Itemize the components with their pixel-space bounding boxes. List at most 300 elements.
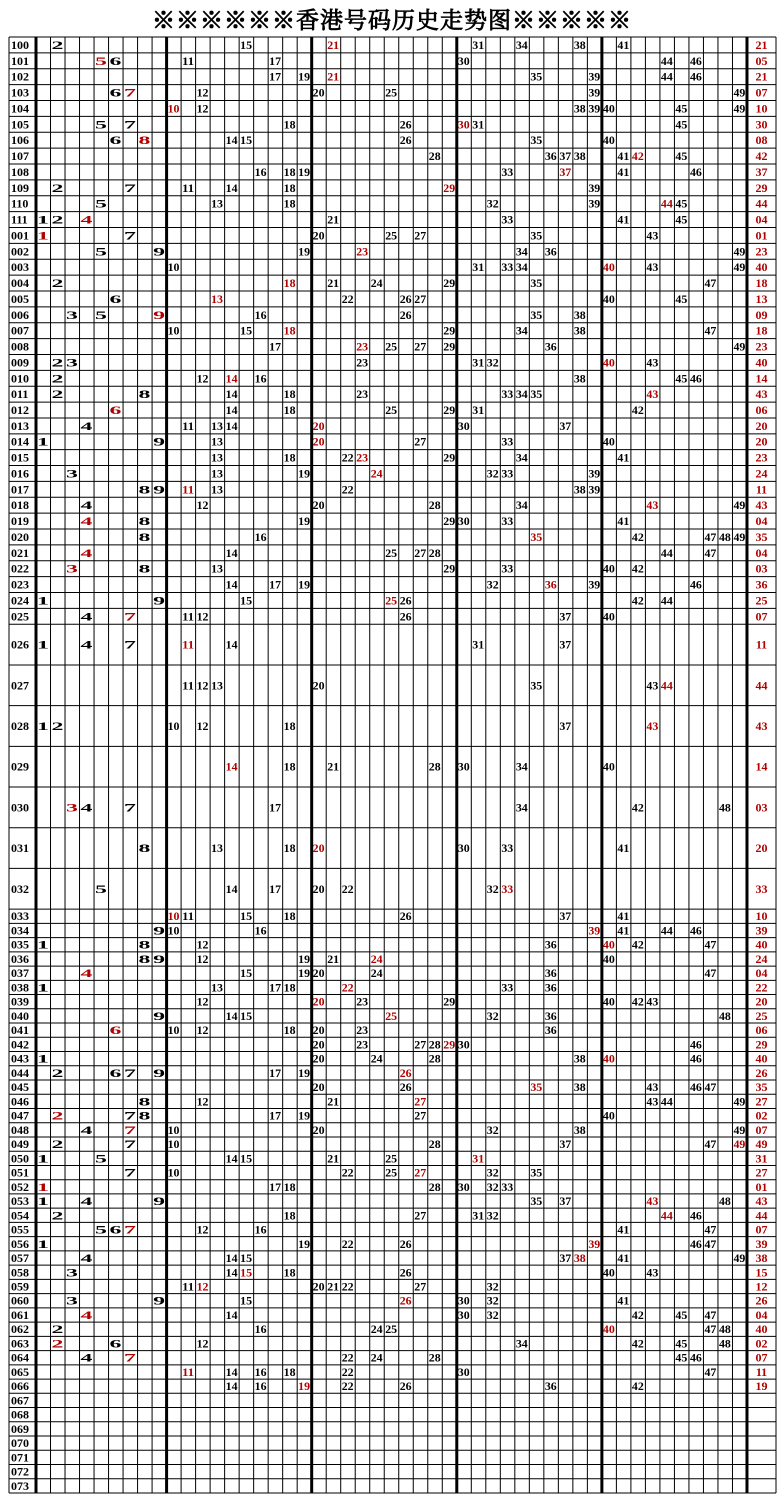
- drawn-number: 38: [573, 371, 586, 386]
- drawn-number: 30: [457, 53, 470, 68]
- special-value: 25: [755, 593, 768, 608]
- period-label: 016: [11, 466, 29, 481]
- special-number: 9: [153, 307, 165, 322]
- drawn-number: 49: [733, 85, 746, 100]
- drawn-number: 35: [530, 307, 543, 322]
- special-number: 25: [385, 593, 398, 608]
- drawn-number: 9: [153, 482, 165, 497]
- drawn-number: 20: [312, 498, 325, 513]
- drawn-number: 32: [486, 196, 499, 211]
- period-label: 010: [11, 371, 29, 386]
- drawn-number: 25: [385, 1322, 398, 1337]
- special-value: 09: [755, 307, 768, 322]
- drawn-number: 15: [240, 1293, 253, 1308]
- drawn-number: 37: [559, 609, 572, 624]
- drawn-number: 15: [240, 1251, 253, 1266]
- drawn-number: 1: [37, 434, 49, 449]
- drawn-number: 7: [124, 180, 136, 195]
- drawn-number: 39: [588, 577, 601, 592]
- special-number: 43: [646, 1194, 659, 1209]
- drawn-number: 48: [718, 1336, 731, 1351]
- drawn-number: 41: [617, 841, 630, 856]
- drawn-number: 26: [399, 1265, 412, 1280]
- drawn-number: 38: [573, 101, 586, 116]
- drawn-number: 38: [573, 323, 586, 338]
- period-label: 066: [11, 1379, 29, 1394]
- drawn-number: 26: [399, 1080, 412, 1095]
- drawn-number: 8: [138, 387, 151, 402]
- special-value: 20: [755, 434, 768, 449]
- drawn-number: 10: [167, 923, 180, 938]
- drawn-number: 17: [269, 980, 282, 995]
- drawn-number: 46: [689, 923, 702, 938]
- drawn-number: 20: [312, 1051, 325, 1066]
- drawn-number: 3: [66, 1293, 78, 1308]
- special-number: 2: [51, 1336, 64, 1351]
- drawn-number: 8: [138, 514, 151, 529]
- drawn-number: 10: [167, 1137, 180, 1152]
- drawn-number: 33: [501, 212, 514, 227]
- drawn-number: 35: [530, 69, 543, 84]
- drawn-number: 38: [573, 37, 586, 52]
- drawn-number: 48: [718, 1322, 731, 1337]
- drawn-number: 26: [399, 1379, 412, 1394]
- special-value: 21: [755, 37, 768, 52]
- period-label: 068: [11, 1407, 29, 1422]
- drawn-number: 4: [80, 1194, 93, 1209]
- drawn-number: 19: [298, 514, 311, 529]
- special-value: 03: [755, 561, 768, 576]
- drawn-number: 39: [588, 85, 601, 100]
- drawn-number: 12: [196, 678, 209, 693]
- period-label: 029: [11, 759, 29, 774]
- drawn-number: 20: [312, 881, 325, 896]
- drawn-number: 47: [704, 1364, 717, 1379]
- drawn-number: 46: [689, 371, 702, 386]
- drawn-number: 37: [559, 418, 572, 433]
- special-value: 49: [755, 1137, 768, 1152]
- drawn-number: 27: [414, 291, 427, 306]
- drawn-number: 40: [602, 609, 615, 624]
- special-value: 39: [755, 923, 768, 938]
- drawn-number: 42: [631, 593, 644, 608]
- drawn-number: 41: [617, 212, 630, 227]
- drawn-number: 46: [689, 1037, 702, 1052]
- special-value: 07: [755, 1122, 768, 1137]
- special-value: 40: [755, 937, 768, 952]
- drawn-number: 20: [312, 1279, 325, 1294]
- period-label: 012: [11, 403, 29, 418]
- period-label: 005: [11, 291, 29, 306]
- drawn-number: 47: [704, 1137, 717, 1152]
- special-value: 23: [755, 244, 768, 259]
- drawn-number: 13: [211, 418, 224, 433]
- special-number: 31: [472, 1151, 485, 1166]
- drawn-number: 23: [356, 355, 369, 370]
- drawn-number: 28: [428, 1350, 441, 1365]
- drawn-number: 40: [602, 434, 615, 449]
- period-label: 033: [11, 909, 29, 924]
- drawn-number: 46: [689, 1236, 702, 1251]
- special-value: 11: [755, 637, 768, 652]
- drawn-number: 13: [211, 841, 224, 856]
- special-number: 14: [225, 759, 238, 774]
- period-label: 025: [11, 609, 29, 624]
- drawn-number: 21: [327, 1279, 340, 1294]
- special-number: 7: [124, 1222, 136, 1237]
- special-number: 2: [51, 1108, 64, 1123]
- drawn-number: 4: [80, 1350, 93, 1365]
- drawn-number: 1: [37, 1151, 49, 1166]
- period-label: 065: [11, 1364, 29, 1379]
- drawn-number: 9: [153, 434, 165, 449]
- period-label: 036: [11, 951, 29, 966]
- drawn-number: 10: [167, 1023, 180, 1038]
- drawn-number: 17: [269, 69, 282, 84]
- drawn-number: 28: [428, 1037, 441, 1052]
- special-number: 19: [298, 1379, 311, 1394]
- drawn-number: 9: [153, 244, 165, 259]
- drawn-number: 45: [675, 212, 688, 227]
- drawn-number: 14: [225, 418, 238, 433]
- drawn-number: 32: [486, 1179, 499, 1194]
- drawn-number: 18: [283, 1208, 296, 1223]
- period-label: 110: [11, 196, 29, 211]
- drawn-number: 24: [370, 1322, 383, 1337]
- drawn-number: 34: [515, 450, 528, 465]
- period-label: 014: [11, 434, 29, 449]
- drawn-number: 19: [298, 164, 311, 179]
- drawn-number: 10: [167, 260, 180, 275]
- drawn-number: 7: [124, 1065, 136, 1080]
- special-value: 25: [755, 1008, 768, 1023]
- drawn-number: 42: [631, 937, 644, 952]
- drawn-number: 19: [298, 951, 311, 966]
- period-label: 032: [11, 881, 29, 896]
- special-number: 6: [109, 403, 122, 418]
- drawn-number: 18: [283, 403, 296, 418]
- drawn-number: 28: [428, 545, 441, 560]
- drawn-number: 33: [501, 841, 514, 856]
- drawn-number: 33: [501, 561, 514, 576]
- special-value: 21: [755, 69, 768, 84]
- period-label: 042: [11, 1037, 29, 1052]
- special-number: 23: [356, 244, 369, 259]
- period-label: 013: [11, 418, 29, 433]
- drawn-number: 36: [544, 244, 557, 259]
- drawn-number: 6: [109, 53, 122, 68]
- drawn-number: 47: [704, 529, 717, 544]
- drawn-number: 25: [385, 545, 398, 560]
- drawn-number: 5: [95, 244, 107, 259]
- drawn-number: 24: [370, 1051, 383, 1066]
- drawn-number: 21: [327, 1151, 340, 1166]
- drawn-number: 4: [80, 609, 93, 624]
- drawn-number: 19: [298, 1236, 311, 1251]
- drawn-number: 4: [80, 1122, 93, 1137]
- drawn-number: 11: [182, 909, 194, 924]
- special-number: 3: [66, 800, 78, 815]
- drawn-number: 36: [544, 1023, 557, 1038]
- drawn-number: 20: [312, 1037, 325, 1052]
- drawn-number: 16: [254, 529, 267, 544]
- drawn-number: 25: [385, 1151, 398, 1166]
- drawn-number: 27: [414, 1279, 427, 1294]
- drawn-number: 18: [283, 719, 296, 734]
- period-label: 001: [11, 228, 29, 243]
- special-number: 44: [660, 678, 673, 693]
- drawn-number: 38: [573, 1122, 586, 1137]
- drawn-number: 44: [660, 53, 673, 68]
- drawn-number: 12: [196, 371, 209, 386]
- drawn-number: 21: [327, 759, 340, 774]
- drawn-number: 2: [51, 387, 64, 402]
- drawn-number: 28: [428, 149, 441, 164]
- drawn-number: 15: [240, 37, 253, 52]
- special-number: 13: [211, 291, 224, 306]
- special-value: 40: [755, 1322, 768, 1337]
- drawn-number: 33: [501, 164, 514, 179]
- drawn-number: 19: [298, 466, 311, 481]
- special-value: 35: [755, 529, 768, 544]
- period-label: 006: [11, 307, 29, 322]
- drawn-number: 4: [80, 498, 93, 513]
- special-number: 18: [283, 276, 296, 291]
- drawn-number: 32: [486, 1279, 499, 1294]
- special-value: 02: [755, 1336, 768, 1351]
- drawn-number: 26: [399, 909, 412, 924]
- period-label: 055: [11, 1222, 29, 1237]
- drawn-number: 42: [631, 1336, 644, 1351]
- drawn-number: 24: [370, 276, 383, 291]
- special-value: 07: [755, 85, 768, 100]
- drawn-number: 41: [617, 1251, 630, 1266]
- drawn-number: 18: [283, 196, 296, 211]
- drawn-number: 18: [283, 841, 296, 856]
- drawn-number: 49: [733, 498, 746, 513]
- drawn-number: 46: [689, 1080, 702, 1095]
- special-number: 43: [646, 719, 659, 734]
- drawn-number: 38: [573, 1051, 586, 1066]
- drawn-number: 22: [341, 450, 354, 465]
- drawn-number: 29: [443, 450, 456, 465]
- drawn-number: 35: [530, 1194, 543, 1209]
- drawn-number: 17: [269, 339, 282, 354]
- drawn-number: 47: [704, 276, 717, 291]
- period-label: 064: [11, 1350, 29, 1365]
- period-label: 037: [11, 966, 29, 981]
- drawn-number: 36: [544, 966, 557, 981]
- drawn-number: 12: [196, 719, 209, 734]
- special-value: 24: [755, 951, 768, 966]
- drawn-number: 2: [51, 719, 64, 734]
- drawn-number: 45: [675, 291, 688, 306]
- drawn-number: 25: [385, 85, 398, 100]
- drawn-number: 32: [486, 881, 499, 896]
- drawn-number: 30: [457, 1293, 470, 1308]
- drawn-number: 6: [109, 1336, 122, 1351]
- drawn-number: 13: [211, 561, 224, 576]
- drawn-number: 49: [733, 1122, 746, 1137]
- drawn-number: 45: [675, 1336, 688, 1351]
- period-label: 051: [11, 1165, 29, 1180]
- period-label: 004: [11, 276, 29, 291]
- period-label: 019: [11, 514, 29, 529]
- drawn-number: 32: [486, 1165, 499, 1180]
- drawn-number: 29: [443, 276, 456, 291]
- special-number: 39: [588, 923, 601, 938]
- drawn-number: 16: [254, 371, 267, 386]
- drawn-number: 22: [341, 1279, 354, 1294]
- special-value: 07: [755, 609, 768, 624]
- special-value: 18: [755, 276, 768, 291]
- special-number: 24: [370, 951, 383, 966]
- drawn-number: 14: [225, 577, 238, 592]
- drawn-number: 9: [153, 951, 165, 966]
- special-number: 1: [37, 228, 49, 243]
- special-value: 35: [755, 1080, 768, 1095]
- drawn-number: 2: [51, 1322, 64, 1337]
- drawn-number: 4: [80, 800, 93, 815]
- drawn-number: 46: [689, 577, 702, 592]
- drawn-number: 20: [312, 1023, 325, 1038]
- drawn-number: 34: [515, 323, 528, 338]
- drawn-number: 14: [225, 180, 238, 195]
- drawn-number: 12: [196, 498, 209, 513]
- drawn-number: 33: [501, 387, 514, 402]
- drawn-number: 37: [559, 1194, 572, 1209]
- period-label: 104: [11, 101, 29, 116]
- drawn-number: 43: [646, 1265, 659, 1280]
- period-label: 028: [11, 719, 29, 734]
- drawn-number: 17: [269, 53, 282, 68]
- drawn-number: 8: [138, 561, 151, 576]
- period-label: 060: [11, 1293, 29, 1308]
- period-label: 024: [11, 593, 29, 608]
- special-number: 26: [399, 1293, 412, 1308]
- drawn-number: 25: [385, 339, 398, 354]
- drawn-number: 39: [588, 482, 601, 497]
- drawn-number: 35: [530, 387, 543, 402]
- period-label: 023: [11, 577, 29, 592]
- drawn-number: 36: [544, 937, 557, 952]
- drawn-number: 17: [269, 1065, 282, 1080]
- drawn-number: 5: [95, 1222, 107, 1237]
- period-label: 031: [11, 841, 29, 856]
- drawn-number: 47: [704, 1236, 717, 1251]
- period-label: 045: [11, 1080, 29, 1095]
- special-number: 40: [602, 937, 615, 952]
- drawn-number: 26: [399, 291, 412, 306]
- period-label: 040: [11, 1008, 29, 1023]
- drawn-number: 30: [457, 1307, 470, 1322]
- drawn-number: 34: [515, 387, 528, 402]
- special-number: 4: [80, 514, 93, 529]
- special-value: 11: [755, 482, 768, 497]
- drawn-number: 39: [588, 466, 601, 481]
- drawn-number: 1: [37, 593, 49, 608]
- period-label: 021: [11, 545, 29, 560]
- drawn-number: 17: [269, 800, 282, 815]
- drawn-number: 9: [153, 1194, 165, 1209]
- drawn-number: 15: [240, 909, 253, 924]
- drawn-number: 33: [501, 466, 514, 481]
- drawn-number: 13: [211, 196, 224, 211]
- special-number: 29: [443, 180, 456, 195]
- drawn-number: 18: [283, 980, 296, 995]
- drawn-number: 9: [153, 1008, 165, 1023]
- drawn-number: 49: [733, 1094, 746, 1109]
- drawn-number: 34: [515, 759, 528, 774]
- drawn-number: 41: [617, 909, 630, 924]
- drawn-number: 8: [138, 841, 151, 856]
- drawn-number: 27: [414, 339, 427, 354]
- drawn-number: 27: [414, 228, 427, 243]
- period-label: 027: [11, 678, 29, 693]
- drawn-number: 12: [196, 609, 209, 624]
- period-label: 015: [11, 450, 29, 465]
- drawn-number: 11: [182, 609, 194, 624]
- special-value: 26: [755, 1065, 768, 1080]
- drawn-number: 49: [733, 260, 746, 275]
- special-number: 40: [602, 1322, 615, 1337]
- drawn-number: 27: [414, 1208, 427, 1223]
- drawn-number: 42: [631, 529, 644, 544]
- drawn-number: 35: [530, 276, 543, 291]
- drawn-number: 44: [660, 593, 673, 608]
- special-number: 35: [530, 529, 543, 544]
- special-value: 38: [755, 1251, 768, 1266]
- drawn-number: 16: [254, 1322, 267, 1337]
- period-label: 053: [11, 1194, 29, 1209]
- period-label: 069: [11, 1421, 29, 1436]
- drawn-number: 1: [37, 719, 49, 734]
- drawn-number: 29: [443, 561, 456, 576]
- special-value: 11: [755, 1364, 768, 1379]
- drawn-number: 6: [109, 1222, 122, 1237]
- period-label: 043: [11, 1051, 29, 1066]
- drawn-number: 8: [138, 937, 151, 952]
- period-label: 009: [11, 355, 29, 370]
- drawn-number: 49: [733, 339, 746, 354]
- drawn-number: 14: [225, 1251, 238, 1266]
- drawn-number: 14: [225, 545, 238, 560]
- drawn-number: 23: [356, 1037, 369, 1052]
- special-number: 37: [559, 164, 572, 179]
- drawn-number: 16: [254, 1379, 267, 1394]
- drawn-number: 46: [689, 69, 702, 84]
- drawn-number: 28: [428, 1137, 441, 1152]
- drawn-number: 19: [298, 244, 311, 259]
- drawn-number: 33: [501, 434, 514, 449]
- drawn-number: 28: [428, 1179, 441, 1194]
- drawn-number: 40: [602, 1265, 615, 1280]
- period-label: 018: [11, 498, 29, 513]
- period-label: 050: [11, 1151, 29, 1166]
- drawn-number: 28: [428, 498, 441, 513]
- drawn-number: 7: [124, 800, 136, 815]
- period-label: 073: [11, 1478, 29, 1493]
- drawn-number: 43: [646, 1080, 659, 1095]
- period-label: 103: [11, 85, 29, 100]
- drawn-number: 8: [138, 1094, 151, 1109]
- drawn-number: 20: [312, 228, 325, 243]
- drawn-number: 31: [472, 1208, 485, 1223]
- drawn-number: 14: [225, 133, 238, 148]
- drawn-number: 42: [631, 800, 644, 815]
- drawn-number: 47: [704, 1080, 717, 1095]
- drawn-number: 6: [109, 291, 122, 306]
